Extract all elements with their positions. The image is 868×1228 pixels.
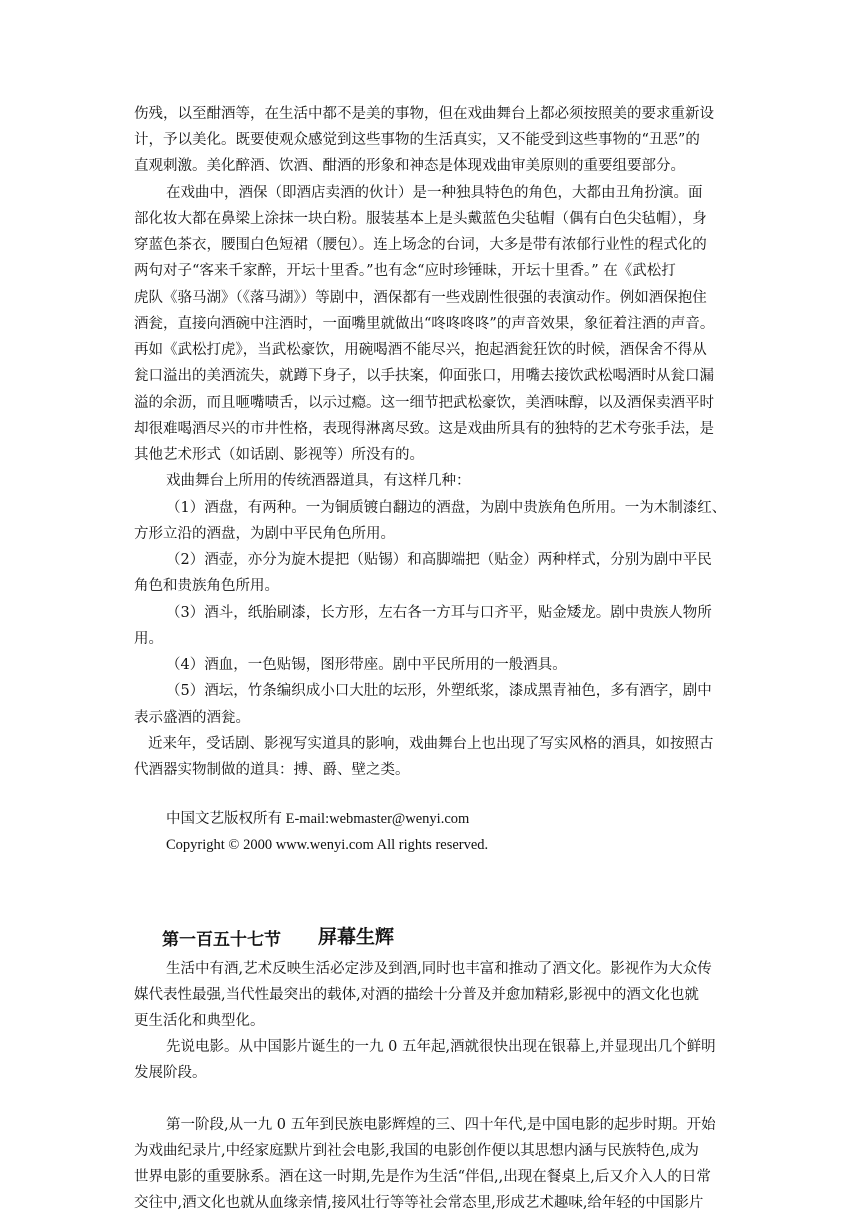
text-line: 再如《武松打虎》，当武松豪饮，用碗喝酒不能尽兴，抱起酒瓮狂饮的时候，酒保舍不得从 bbox=[134, 342, 707, 358]
text-line: 直观刺激。美化醉酒、饮酒、酣酒的形象和神态是体现戏曲审美原则的重要组要部分。 bbox=[134, 158, 685, 174]
list-item-line: （5）酒坛，竹条编织成小口大肚的坛形，外塑纸浆，漆成黑青袖色，多有酒字，剧中 bbox=[166, 683, 712, 699]
text-line: 交往中,酒文化也就从血缘亲情,接风壮行等等社会常态里,形成艺术趣味,给年轻的中国影片 bbox=[134, 1195, 704, 1211]
list-item-line: 方形立沿的酒盘，为剧中平民角色所用。 bbox=[134, 526, 395, 542]
text-line: 部化妆大都在鼻梁上涂抹一块白粉。服装基本上是头戴蓝色尖毡帽（偶有白色尖毡帽），身 bbox=[134, 211, 707, 227]
text-line: 伤残，以至酣酒等，在生活中都不是美的事物，但在戏曲舞台上都必须按照美的要求重新设 bbox=[134, 106, 714, 122]
text-line: 媒代表性最强,当代性最突出的载体,对酒的描绘十分普及并愈加精彩,影视中的酒文化也就 bbox=[134, 987, 699, 1003]
text-line: 近来年，受话剧、影视写实道具的影响，戏曲舞台上也出现了写实风格的酒具，如按照古 bbox=[148, 736, 714, 752]
copyright-line-2: Copyright © 2000 www.wenyi.com All rights reserved. bbox=[166, 837, 489, 853]
list-item-line: （1）酒盘，有两种。一为铜质镀白翻边的酒盘，为剧中贵族角色所用。一为木制漆红、 bbox=[166, 500, 727, 516]
copyright-line-1: 中国文艺版权所有 E-mail:webmaster@wenyi.com bbox=[166, 811, 470, 827]
list-item-line: 表示盛酒的酒瓮。 bbox=[134, 710, 250, 726]
text-line: 其他艺术形式（如话剧、影视等）所没有的。 bbox=[134, 447, 424, 463]
list-item-line: （4）酒血，一色贴锡，图形带座。剧中平民所用的一般酒具。 bbox=[166, 657, 567, 673]
text-line: 两句对子“客来千家醉，开坛十里香。”也有念“应时珍锤昧，开坛十里香。” 在《武松打 bbox=[134, 263, 676, 279]
text-line: 穿蓝色茶衣，腰围白色短裙（腰包）。连上场念的台词，大多是带有浓郁行业性的程式化的 bbox=[134, 237, 707, 253]
text-line: 生活中有酒,艺术反映生活必定涉及到酒,同时也丰富和推动了酒文化。影视作为大众传 bbox=[166, 961, 712, 977]
text-line: 计，予以美化。既要使观众感觉到这些事物的生活真实，又不能受到这些事物的“丑恶”的 bbox=[134, 132, 700, 148]
text-line: 更生活化和典型化。 bbox=[134, 1013, 265, 1029]
text-line: 溢的余沥，而且咂嘴啧舌，以示过瘾。这一细节把武松豪饮，美酒味醇，以及酒保卖酒平时 bbox=[134, 395, 714, 411]
text-line: 瓮口溢出的美酒流失，就蹲下身子，以手扶案，仰面张口，用嘴去接饮武松喝酒时从瓮口漏 bbox=[134, 368, 714, 384]
list-item-line: （2）酒壶，亦分为旋木提把（贴锡）和高脚端把（贴金）两种样式，分别为剧中平民 bbox=[166, 552, 712, 568]
section-title: 屏幕生辉 bbox=[318, 926, 395, 948]
text-line: 虎队《骆马湖》（《落马湖》）等剧中，酒保都有一些戏剧性很强的表演动作。例如酒保抱住 bbox=[134, 290, 707, 306]
text-line: 第一阶段,从一九 0 五年到民族电影辉煌的三、四十年代,是中国电影的起步时期。开始 bbox=[166, 1117, 716, 1133]
section-number: 第一百五十七节 bbox=[162, 930, 281, 950]
list-item-line: （3）酒斗，纸胎刷漆，长方形，左右各一方耳与口齐平，贴金矮龙。剧中贵族人物所 bbox=[166, 605, 712, 621]
text-line: 酒瓮，直接向酒碗中注酒时，一面嘴里就做出“咚咚咚咚”的声音效果，象征着注酒的声音。 bbox=[134, 316, 715, 332]
text-line: 先说电影。从中国影片诞生的一九 0 五年起,酒就很快出现在银幕上,并显现出几个鲜明 bbox=[166, 1039, 716, 1055]
text-line: 戏曲舞台上所用的传统酒器道具，有这样几种： bbox=[166, 473, 471, 489]
text-line: 为戏曲纪录片,中经家庭默片到社会电影,我国的电影创作便以其思想内涵与民族特色,成为 bbox=[134, 1143, 699, 1159]
text-line: 却很难喝酒尽兴的市井性格，表现得淋离尽致。这是戏曲所具有的独特的艺术夸张手法，是 bbox=[134, 421, 714, 437]
list-item-line: 用。 bbox=[134, 631, 163, 647]
text-line: 发展阶段。 bbox=[134, 1065, 207, 1081]
text-line: 代酒器实物制做的道具：搏、爵、壁之类。 bbox=[134, 762, 410, 778]
text-line: 世界电影的重要脉系。酒在这一时期,先是作为生活“伴侣,,出现在餐桌上,后又介入人的日常 bbox=[134, 1169, 711, 1185]
list-item-line: 角色和贵族角色所用。 bbox=[134, 578, 279, 594]
text-line: 在戏曲中，酒保（即酒店卖酒的伙计）是一种独具特色的角色，大都由丑角扮演。面 bbox=[166, 185, 703, 201]
